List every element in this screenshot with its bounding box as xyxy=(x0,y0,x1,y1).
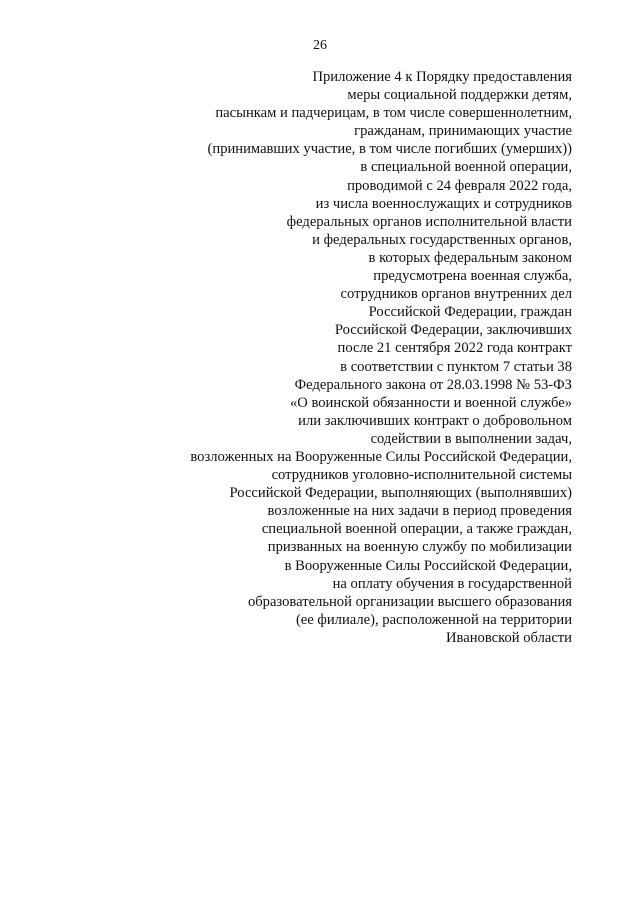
appendix-header-line: пасынкам и падчерицам, в том числе совершеннолетним, xyxy=(215,105,572,122)
page-number: 26 xyxy=(313,38,327,53)
appendix-header-line: Приложение 4 к Порядку предоставления xyxy=(312,69,572,85)
appendix-header-line: (принимавших участие, в том числе погибших (умерших)) xyxy=(207,141,572,158)
appendix-header-line: сотрудников органов внутренних дел xyxy=(340,286,572,303)
appendix-header-line: в соответствии с пунктом 7 статьи 38 xyxy=(340,358,572,375)
appendix-header-line: в Вооруженные Силы Российской Федерации, xyxy=(284,557,572,574)
appendix-header-line: или заключивших контракт о добровольном xyxy=(298,412,572,429)
appendix-header-line: после 21 сентября 2022 года контракт xyxy=(337,340,572,357)
appendix-header-line: Федерального закона от 28.03.1998 № 53-ФЗ xyxy=(294,376,572,393)
appendix-header-line: федеральных органов исполнительной власти xyxy=(286,213,572,230)
appendix-header-line: на оплату обучения в государственной xyxy=(332,575,572,592)
appendix-header-line: (ее филиале), расположенной на территории xyxy=(295,611,572,628)
appendix-header-line: призванных на военную службу по мобилизации xyxy=(267,539,572,556)
appendix-header-line: в которых федеральным законом xyxy=(368,249,572,266)
appendix-header xyxy=(112,68,572,647)
appendix-header-line: в специальной военной операции, xyxy=(360,159,572,176)
appendix-header-line: возложенных на Вооруженные Силы Российской Федерации, xyxy=(190,448,572,465)
appendix-header-line: Ивановской области xyxy=(446,629,572,646)
appendix-header-line: возложенные на них задачи в период проведения xyxy=(267,503,572,520)
appendix-header-line: из числа военнослужащих и сотрудников xyxy=(315,195,572,212)
appendix-header-line: сотрудников уголовно-исполнительной системы xyxy=(271,467,572,484)
appendix-header-line: гражданам, принимающих участие xyxy=(354,123,572,140)
appendix-header-line: образовательной организации высшего образования xyxy=(247,593,572,610)
appendix-header-line: содействии в выполнении задач, xyxy=(370,430,572,447)
appendix-header-line: меры социальной поддержки детям, xyxy=(347,87,572,104)
appendix-header-line: Российской Федерации, выполняющих (выполнявших) xyxy=(229,485,572,502)
appendix-header-line: специальной военной операции, а также граждан, xyxy=(261,521,572,538)
appendix-header-line: Российской Федерации, граждан xyxy=(368,304,572,321)
appendix-header-line: Российской Федерации, заключивших xyxy=(334,322,572,339)
appendix-header-line: предусмотрена военная служба, xyxy=(373,268,572,285)
appendix-header-line: «О воинской обязанности и военной службе» xyxy=(289,394,572,411)
appendix-header-line: проводимой с 24 февраля 2022 года, xyxy=(347,177,572,194)
appendix-header-line: и федеральных государственных органов, xyxy=(312,231,572,248)
